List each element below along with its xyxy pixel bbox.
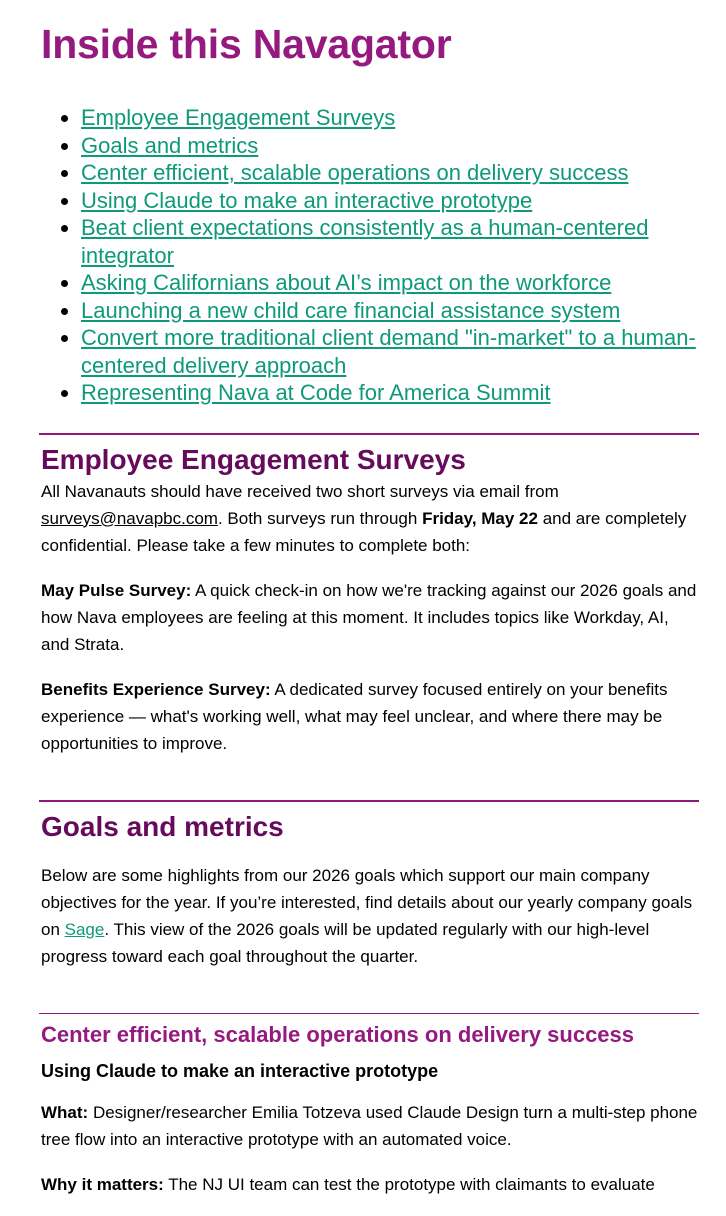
why-paragraph	[41, 1171, 698, 1198]
goals-paragraph	[41, 862, 698, 970]
surveys-deadline: Friday, May 22	[422, 508, 538, 528]
surveys-email-link[interactable]: surveys@navapbc.com	[41, 508, 218, 528]
pulse-survey-label: May Pulse Survey:	[41, 580, 192, 600]
benefits-survey-text: A dedicated survey focused entirely on your benefits experience — what's working well, what may feel unclear, and where there may be opportunities to improve.	[41, 679, 668, 753]
section-divider	[39, 433, 699, 435]
goals-text: Below are some highlights from our 2026 goals which support our main company objectives for the year. If you’re interested, find details about our yearly company goals on	[41, 865, 693, 939]
why-text: The NJ UI team can test the prototype with claimants to evaluate	[163, 1174, 655, 1194]
toc-item	[81, 214, 698, 269]
surveys-intro-text: . Both surveys run through	[217, 508, 423, 528]
toc-link-operations[interactable]: Center efficient, scalable operations on delivery success	[81, 160, 629, 185]
toc-item	[81, 379, 698, 407]
toc-item	[81, 159, 698, 187]
toc-item	[81, 104, 698, 132]
toc-link-client-expectations[interactable]: Beat client expectations consistently as a human-centered integrator	[81, 215, 649, 268]
operations-heading: Center efficient, scalable operations on delivery success	[41, 1021, 635, 1047]
toc-link-child-care[interactable]: Launching a new child care financial assistance system	[81, 297, 621, 323]
claude-prototype-heading: Using Claude to make an interactive prototype	[41, 1060, 439, 1081]
sage-link[interactable]: Sage	[64, 919, 105, 939]
toc-link-client-demand[interactable]: Convert more traditional client demand "in-market" to a human-centered delivery approach	[81, 325, 696, 378]
pulse-survey-paragraph	[41, 577, 698, 658]
toc-item	[81, 297, 698, 325]
what-paragraph	[41, 1099, 698, 1153]
surveys-intro-text: All Navanauts should have received two short surveys via email from	[41, 481, 559, 501]
operations-section	[41, 1021, 698, 1198]
benefits-survey-paragraph	[41, 676, 698, 757]
toc-item	[81, 187, 698, 215]
toc-item	[81, 132, 698, 160]
surveys-intro-text: and are completely confidential. Please take a few minutes to complete both:	[41, 508, 687, 555]
pulse-survey-text: A quick check-in on how we're tracking against our 2026 goals and how Nava employees are feeling at this moment. It includes topics like Workday, AI, and Strata.	[41, 580, 697, 654]
toc-item	[81, 324, 698, 379]
benefits-survey-label: Benefits Experience Survey:	[41, 679, 271, 699]
what-text: Designer/researcher Emilia Totzeva used Claude Design turn a multi-step phone tree flow into an interactive prototype with an automated voice.	[41, 1102, 698, 1149]
section-divider	[39, 800, 699, 802]
toc-link-claude-prototype[interactable]: Using Claude to make an interactive prototype	[81, 187, 533, 213]
page-title: Inside this Navagator	[41, 21, 452, 67]
table-of-contents	[41, 104, 698, 407]
toc-link-surveys[interactable]: Employee Engagement Surveys	[81, 105, 396, 130]
toc-item	[81, 269, 698, 297]
why-label: Why it matters:	[41, 1174, 164, 1194]
toc-link-code-for-america[interactable]: Representing Nava at Code for America Summit	[81, 380, 551, 405]
goals-heading: Goals and metrics	[41, 810, 284, 842]
subsection-divider	[39, 1013, 699, 1014]
surveys-intro	[41, 478, 698, 559]
what-label: What:	[41, 1102, 89, 1122]
toc-link-californians-ai[interactable]: Asking Californians about AI’s impact on the workforce	[81, 270, 612, 295]
surveys-section	[41, 443, 698, 757]
goals-text: . This view of the 2026 goals will be updated regularly with our high-level progress toward each goal throughout the quarter.	[41, 919, 650, 966]
toc-link-goals[interactable]: Goals and metrics	[81, 132, 259, 158]
surveys-heading: Employee Engagement Surveys	[41, 443, 466, 475]
goals-section	[41, 810, 698, 970]
